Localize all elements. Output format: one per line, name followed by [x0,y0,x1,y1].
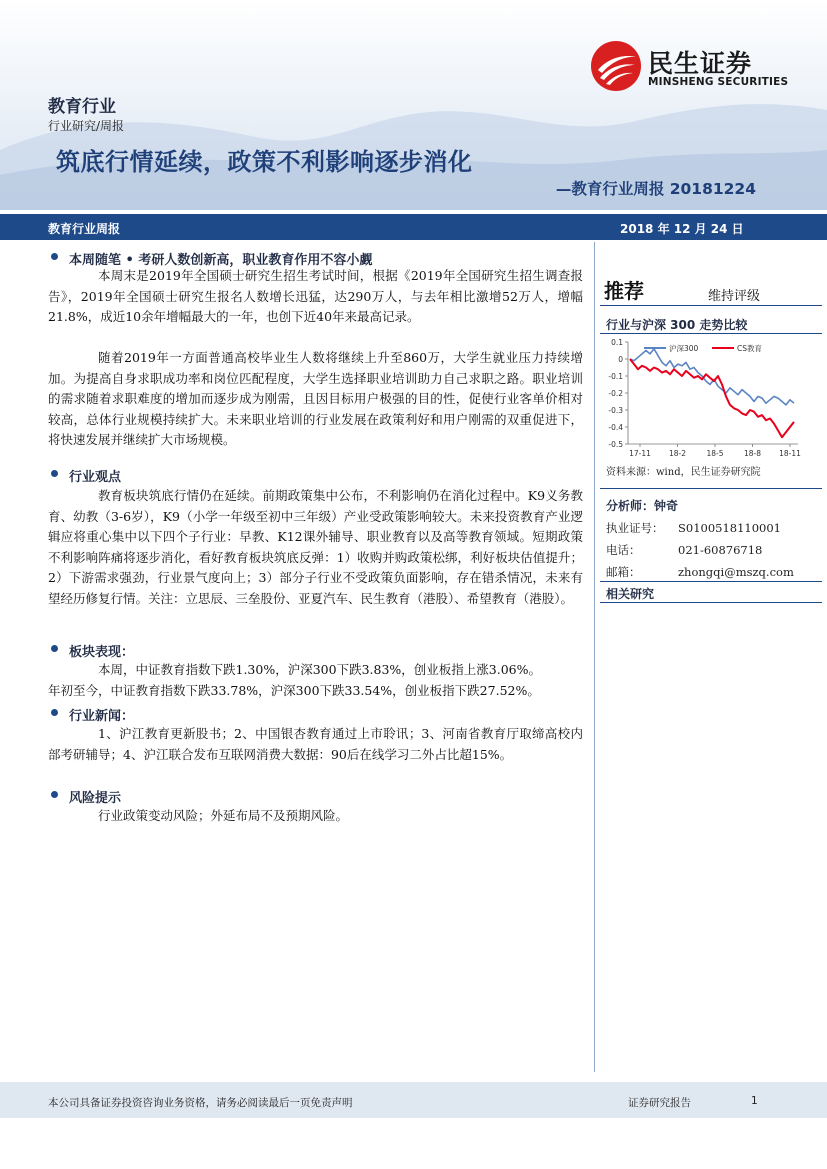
y-tick-label: -0.1 [608,372,623,381]
footer-disclaimer: 本公司具备证券投资咨询业务资格，请务必阅读最后一页免责声明 [48,1097,353,1109]
rule-chart-top [600,333,822,334]
page-subtitle: —教育行业周报 20181224 [555,180,756,198]
section-heading-sector-performance: 板块表现： [48,641,604,660]
series-line-hs300 [630,349,794,405]
y-tick-label: 0.1 [611,338,623,347]
report-bar-title: 教育行业周报 [48,222,121,236]
paragraph-industry-view: 教育板块筑底行情仍在延续。前期政策集中公布，不利影响仍在消化过程中。K9义务教育、幼教（3-6岁），K9（小学一年级至初中三年级）产业受政策影响较大。未来投资教育产业逻辑应将重心集中以下四个子行业：早教、K12课外辅导、职业教育以及高等教育领域。短期政策不利影响阵痛将逐步消化，看好教育板块筑底反弹：1）收购并购政策松绑，利好板块估值提升；2）下游需求强劲，行业景气度向上；3）部分子行业不受政策负面影响，存在错杀情况，未来有望经历修复行情。关注：立思辰、三垒股份、亚夏汽车、民生教育（港股）、希望教育（港股）。 [48,488,583,606]
x-tick-label: 17-11 [629,449,651,458]
paragraph-sector-ytd: 年初至今，中证教育指数下跌33.78%，沪深300下跌33.54%，创业板指下跌27.52%。 [48,683,540,698]
x-tick-label: 18-11 [779,449,801,458]
y-tick-label: -0.2 [608,389,623,398]
x-tick-label: 18-2 [668,449,687,458]
trend-chart [600,336,805,460]
y-tick-label: 0 [618,355,623,364]
chart-source: 资料来源：wind，民生证券研究院 [606,467,761,478]
paragraph-industry-news: 1、沪江教育更新股书；2、中国银杏教育通过上市聆讯；3、河南省教育厅取缔高校内部考研辅导；4、沪江联合发布互联网消费大数据：90后在线学习二外占比超15%。 [48,726,583,762]
logo-chinese-name: 民生证券 [648,49,753,78]
chart-title: 行业与沪深 300 走势比较 [606,318,748,332]
section-heading-industry-news: 行业新闻： [48,705,604,724]
related-research-heading: 相关研究 [606,587,655,601]
series-line-cs-education [630,359,794,437]
legend-label: 沪深300 [669,344,699,353]
section-heading-weekly-essay: 本周随笔 • 考研人数创新高，职业教育作用不容小觑 [48,249,604,268]
page-title: 筑底行情延续，政策不利影响逐步消化 [56,148,473,176]
paragraph-essay-2: 随着2019年一方面普通高校毕业生人数将继续上升至860万，大学生就业压力持续增加。为提高自身求职成功率和岗位匹配程度，大学生选择职业培训助力自己求职之路。职业培训的需求随着求职难度的增加而逐步成为刚需，且因目标用户极强的目的性，促使行业客单价相对较高，总体行业规模持续扩大。未来职业培训的行业发展在政策利好和用户刚需的双重促进下，将快速发展并继续扩大市场规模。 [48,350,583,448]
x-tick-label: 18-5 [706,449,724,458]
logo-english-name: MINSHENG SECURITIES [648,76,789,88]
page-number: 1 [751,1095,758,1107]
analyst-license-label: 执业证号： [606,521,664,535]
analyst-email-link[interactable]: zhongqi@mszq.com [678,565,794,579]
rule-related-bottom [600,602,822,603]
series-lines [630,349,794,437]
rule-related-top [600,581,822,582]
analyst-phone-label: 电话： [606,543,641,557]
rating-recommend: 推荐 [604,279,644,303]
rule-rating [600,305,822,306]
analyst-row-email [606,564,794,580]
section-heading-industry-view: 行业观点 [48,466,604,485]
rule-analyst-top [600,488,822,489]
paragraph-sector-week: 本周，中证教育指数下跌1.30%，沪深300下跌3.83%，创业板指上涨3.06%。 [98,662,541,677]
analyst-phone-value: 021-60876718 [678,543,763,557]
industry-label: 教育行业 [48,97,116,117]
minsheng-logo-icon [590,40,642,92]
y-tick-label: -0.4 [608,423,623,432]
chart-legend [644,343,762,353]
y-tick-label: -0.3 [608,406,623,415]
paragraph-essay-1: 本周末是2019年全国硕士研究生招生考试时间，根据《2019年全国研究生招生调查报告》，2019年全国硕士研究生报名人数增长迅猛，达290万人，与去年相比激增52万人，增幅21.8%，成近10余年增幅最大的一年，也创下近40年来最高记录。 [48,268,583,325]
analyst-row-phone [606,542,762,558]
x-axis-ticks [629,444,801,458]
section-heading-risk: 风险提示 [48,787,604,806]
analyst-row-license [606,520,781,536]
y-axis-ticks [608,338,628,449]
rating-maintain: 维持评级 [708,289,761,304]
analyst-license-value: S0100518110001 [678,521,781,535]
footer-doc-label: 证券研究报告 [628,1097,691,1109]
y-tick-label: -0.5 [608,440,623,449]
x-tick-label: 18-8 [743,449,762,458]
report-type: 行业研究/周报 [48,119,125,133]
analyst-heading: 分析师：钟奇 [606,499,679,513]
analyst-email-label: 邮箱： [606,565,641,579]
report-bar-date: 2018 年 12 月 24 日 [620,222,744,236]
legend-label: CS教育 [737,344,762,353]
paragraph-risk: 行业政策变动风险；外延布局不及预期风险。 [98,808,349,823]
